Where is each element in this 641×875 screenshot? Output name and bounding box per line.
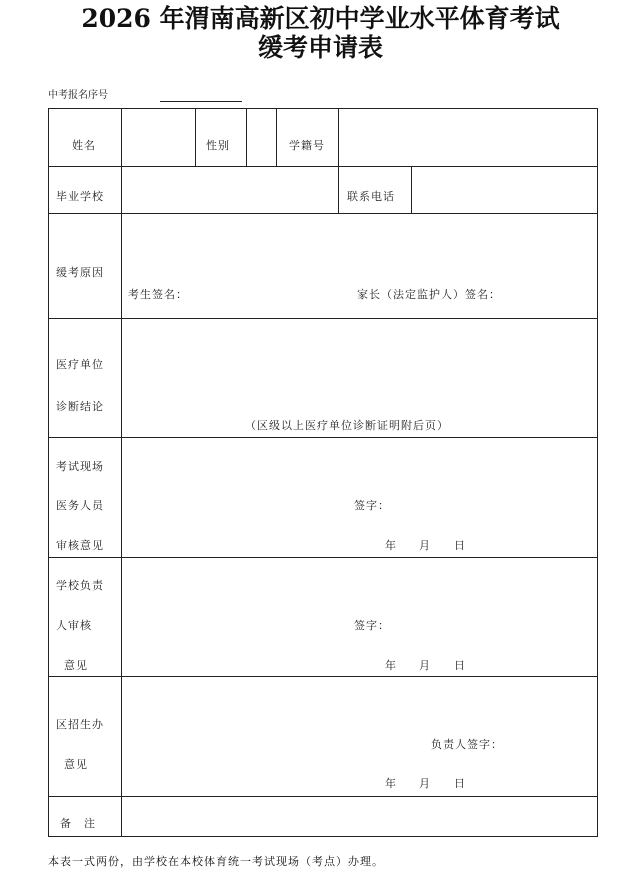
date-year-label: 年 <box>385 659 397 672</box>
gender-field[interactable] <box>247 109 276 166</box>
responsible-sign-label: 负责人签字： <box>431 738 503 751</box>
gender-label: 性别 <box>206 139 230 152</box>
staff-review-label: 考试现场 <box>56 460 104 473</box>
district-office-label: 意见 <box>64 758 88 771</box>
school-label: 毕业学校 <box>56 190 104 203</box>
school-head-label: 人审核 <box>56 619 92 632</box>
name-label: 姓名 <box>72 139 96 152</box>
row-line <box>48 437 598 438</box>
footer-note: 本表一式两份，由学校在本校体育统一考试现场（考点）办理。 <box>48 855 384 868</box>
date-month-label: 月 <box>419 659 431 672</box>
date-year-label: 年 <box>385 777 397 790</box>
label-column-divider <box>121 108 122 837</box>
table-border-left <box>48 108 49 837</box>
date-month-label: 月 <box>419 777 431 790</box>
form-title-line1: 2026 年渭南高新区初中学业水平体育考试 <box>81 4 560 33</box>
date-day-label: 日 <box>454 659 466 672</box>
remarks-field[interactable] <box>122 797 597 836</box>
student-signature-label: 考生签名： <box>128 288 188 301</box>
serial-number-label: 中考报名序号 <box>48 90 108 101</box>
district-office-label: 区招生办 <box>56 718 104 731</box>
row1-divider <box>195 108 196 166</box>
phone-field[interactable] <box>412 167 597 213</box>
row2-divider <box>338 166 339 213</box>
table-border-right <box>597 108 598 837</box>
date-year-label: 年 <box>385 539 397 552</box>
form-title-line2: 缓考申请表 <box>257 33 383 62</box>
medical-label: 诊断结论 <box>56 400 104 413</box>
student-id-label: 学籍号 <box>289 139 325 152</box>
date-day-label: 日 <box>454 539 466 552</box>
school-head-label: 学校负责 <box>56 579 104 592</box>
medical-note: （区级以上医疗单位诊断证明附后页） <box>245 419 449 432</box>
serial-number-field[interactable] <box>160 101 242 102</box>
row-line <box>48 318 598 319</box>
school-head-label: 意见 <box>64 659 88 672</box>
medical-label: 医疗单位 <box>56 358 104 371</box>
staff-sign-label: 签字： <box>354 499 390 512</box>
row1-divider <box>276 108 277 166</box>
reason-label: 缓考原因 <box>56 266 104 279</box>
staff-review-label: 医务人员 <box>56 499 104 512</box>
row-line <box>48 557 598 558</box>
date-month-label: 月 <box>419 539 431 552</box>
student-id-field[interactable] <box>339 109 597 166</box>
date-day-label: 日 <box>454 777 466 790</box>
guardian-signature-label: 家长（法定监护人）签名： <box>357 288 501 301</box>
phone-label: 联系电话 <box>347 190 395 203</box>
remarks-label: 备 注 <box>60 817 96 830</box>
school-head-sign-label: 签字： <box>354 619 390 632</box>
row-line <box>48 676 598 677</box>
name-field[interactable] <box>122 109 195 166</box>
table-border-bottom <box>48 836 598 837</box>
school-field[interactable] <box>122 167 338 213</box>
staff-review-label: 审核意见 <box>56 539 104 552</box>
row-line <box>48 213 598 214</box>
